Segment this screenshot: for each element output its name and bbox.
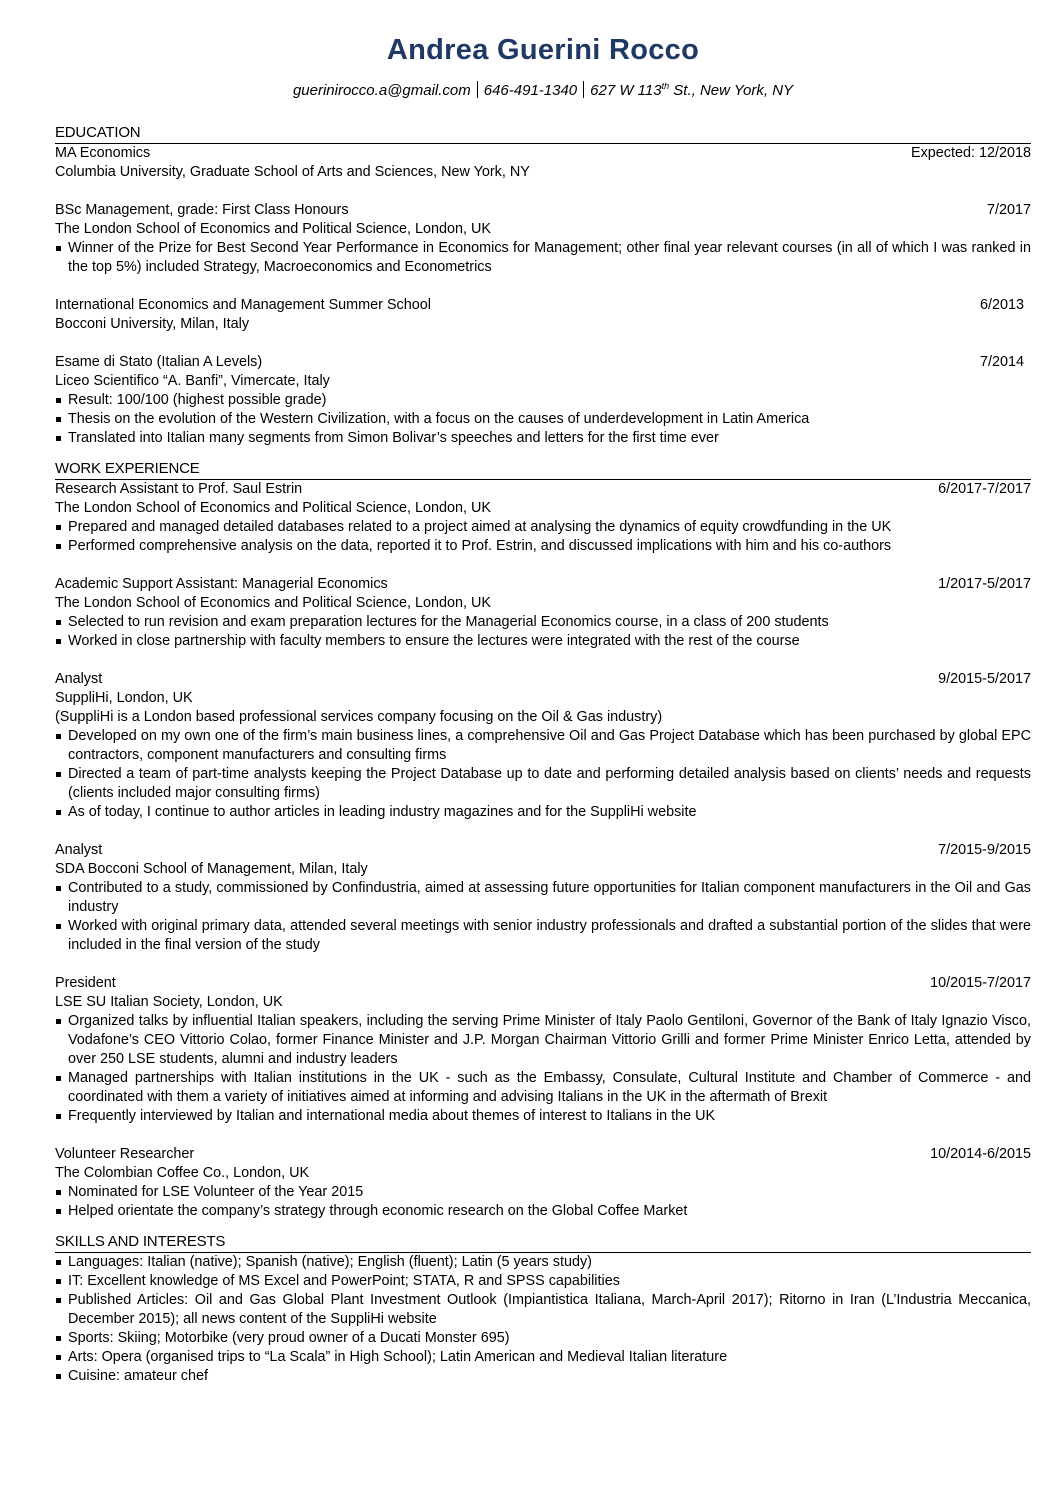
bullet-item: Developed on my own one of the firm’s main business lines, a comprehensive Oil and Gas Project Database which has been purchased by global EPC contractors, component manufacturers and consulting firms [55, 727, 1031, 765]
entry-date: 9/2015-5/2017 [938, 671, 1031, 687]
bullet-item: Organized talks by influential Italian speakers, including the serving Prime Minister of Italy Paolo Gentiloni, Governor of the Bank of Italy Ignazio Visco, Vodafone’s CEO Vittorio Colao, former Finance Minister and J.P. Morgan Chairman Vittorio Grilli and former Prime Minister Enrico Letta, attended by over 250 LSE students, alumni and industry leaders [55, 1012, 1031, 1069]
entry-date: 7/2015-9/2015 [938, 842, 1031, 858]
bullet-item: Winner of the Prize for Best Second Year Performance in Economics for Management; other final year relevant courses (in all of which I was ranked in the top 5%) included Strategy, Macroeconomics and Econometrics [55, 239, 1031, 277]
bullet-list [55, 391, 1031, 448]
work-entry [55, 1145, 1031, 1221]
bullet-list [55, 1183, 1031, 1221]
work-entry [55, 974, 1031, 1126]
job-title: President [55, 975, 116, 991]
job-title: Analyst [55, 671, 103, 687]
employer: The Colombian Coffee Co., London, UK [55, 1165, 310, 1181]
employer: SuppliHi, London, UK [55, 690, 193, 706]
bullet-item: Contributed to a study, commissioned by Confindustria, aimed at assessing future opportunities for Italian component manufacturers in the Oil and Gas industry [55, 879, 1031, 917]
school: Bocconi University, Milan, Italy [55, 316, 250, 332]
entry-date: 6/2013 [979, 297, 1024, 313]
phone: 646-491-1340 [483, 82, 578, 99]
education-entry [55, 144, 1031, 182]
education-entry [55, 201, 1031, 277]
work-entry [55, 670, 1031, 822]
bullet-list [55, 613, 1031, 651]
employer: The London School of Economics and Political Science, London, UK [55, 595, 491, 611]
contact-line [55, 76, 1031, 101]
bullet-item: Worked with original primary data, attended several meetings with senior industry professionals and drafted a substantial portion of the slides that were included in the final version of the study [55, 917, 1031, 955]
degree: Esame di Stato (Italian A Levels) [55, 354, 263, 370]
contact-separator [583, 81, 584, 98]
education-entry [55, 296, 1031, 334]
bullet-item: Worked in close partnership with faculty members to ensure the lectures were integrated with the rest of the course [55, 632, 1031, 651]
entry-date: 10/2014-6/2015 [930, 1146, 1031, 1162]
job-title: Analyst [55, 842, 103, 858]
bullet-item: IT: Excellent knowledge of MS Excel and PowerPoint; STATA, R and SPSS capabilities [55, 1272, 1031, 1291]
bullet-item: Cuisine: amateur chef [55, 1367, 1031, 1386]
school: Columbia University, Graduate School of Arts and Sciences, New York, NY [55, 164, 530, 180]
bullet-item: Managed partnerships with Italian institutions in the UK - such as the Embassy, Consulate, Cultural Institute and Chamber of Commerce - and coordinated with them a variety of initiatives aimed at informing and advising Italians in the UK in the aftermath of Brexit [55, 1069, 1031, 1107]
bullet-item: Thesis on the evolution of the Western Civilization, with a focus on the causes of underdevelopment in Latin America [55, 410, 1031, 429]
employer: The London School of Economics and Political Science, London, UK [55, 500, 491, 516]
bullet-item: Translated into Italian many segments from Simon Bolivar’s speeches and letters for the first time ever [55, 429, 1031, 448]
employer: SDA Bocconi School of Management, Milan, Italy [55, 861, 368, 877]
job-title: Volunteer Researcher [55, 1146, 195, 1162]
bullet-list [55, 239, 1031, 277]
degree: International Economics and Management Summer School [55, 297, 431, 313]
section-heading-skills: SKILLS AND INTERESTS [55, 1233, 1031, 1253]
entry-date: 10/2015-7/2017 [930, 975, 1031, 991]
bullet-list [55, 1253, 1031, 1386]
bullet-item: Prepared and managed detailed databases related to a project aimed at analysing the dynamics of equity crowdfunding in the UK [55, 518, 1031, 537]
school: Liceo Scientifico “A. Banfi”, Vimercate, Italy [55, 373, 330, 389]
entry-date: 7/2017 [986, 202, 1031, 218]
bullet-item: Nominated for LSE Volunteer of the Year 2015 [55, 1183, 1031, 1202]
bullet-item: Arts: Opera (organised trips to “La Scala” in High School); Latin American and Medieval Italian literature [55, 1348, 1031, 1367]
bullet-item: Frequently interviewed by Italian and international media about themes of interest to Italians in the UK [55, 1107, 1031, 1126]
bullet-item: Published Articles: Oil and Gas Global Plant Investment Outlook (Impiantistica Italiana, March-April 2017); Ritorno in Iran (L’Industria Meccanica, December 2015); all news content of the SuppliHi website [55, 1291, 1031, 1329]
contact-separator [477, 81, 478, 98]
bullet-item: Performed comprehensive analysis on the data, reported it to Prof. Estrin, and discussed implications with him and his co-authors [55, 537, 1031, 556]
education-entry [55, 353, 1031, 448]
work-entry [55, 575, 1031, 651]
employer: LSE SU Italian Society, London, UK [55, 994, 283, 1010]
entry-date: 6/2017-7/2017 [938, 481, 1031, 497]
entry-date: 1/2017-5/2017 [938, 576, 1031, 592]
work-entry [55, 841, 1031, 955]
resume-page [55, 32, 1031, 1386]
bullet-item: Helped orientate the company’s strategy through economic research on the Global Coffee Market [55, 1202, 1031, 1221]
bullet-list [55, 1012, 1031, 1126]
section-heading-education: EDUCATION [55, 124, 1031, 144]
bullet-item: Sports: Skiing; Motorbike (very proud owner of a Ducati Monster 695) [55, 1329, 1031, 1348]
bullet-item: Selected to run revision and exam preparation lectures for the Managerial Economics course, in a class of 200 students [55, 613, 1031, 632]
degree: BSc Management, grade: First Class Honours [55, 202, 349, 218]
email: guerinirocco.a@gmail.com [292, 82, 471, 99]
entry-date: Expected: 12/2018 [910, 145, 1031, 161]
job-title: Academic Support Assistant: Managerial Economics [55, 576, 388, 592]
bullet-item: As of today, I continue to author articles in leading industry magazines and for the SuppliHi website [55, 803, 1031, 822]
bullet-item: Directed a team of part-time analysts keeping the Project Database up to date and performing detailed analysis based on clients’ needs and requests (clients included major consulting firms) [55, 765, 1031, 803]
entry-date: 7/2014 [979, 354, 1024, 370]
company-description: (SuppliHi is a London based professional services company focusing on the Oil & Gas industry) [55, 709, 663, 725]
degree: MA Economics [55, 145, 151, 161]
school: The London School of Economics and Political Science, London, UK [55, 221, 491, 237]
section-heading-work-experience: WORK EXPERIENCE [55, 460, 1031, 480]
address: 627 W 113th St., New York, NY [590, 81, 794, 99]
work-entry [55, 480, 1031, 556]
candidate-name: Andrea Guerini Rocco [386, 34, 700, 66]
bullet-item: Result: 100/100 (highest possible grade) [55, 391, 1031, 410]
bullet-list [55, 727, 1031, 822]
job-title: Research Assistant to Prof. Saul Estrin [55, 481, 303, 497]
bullet-item: Languages: Italian (native); Spanish (native); English (fluent); Latin (5 years study) [55, 1253, 1031, 1272]
bullet-list [55, 879, 1031, 955]
bullet-list [55, 518, 1031, 556]
